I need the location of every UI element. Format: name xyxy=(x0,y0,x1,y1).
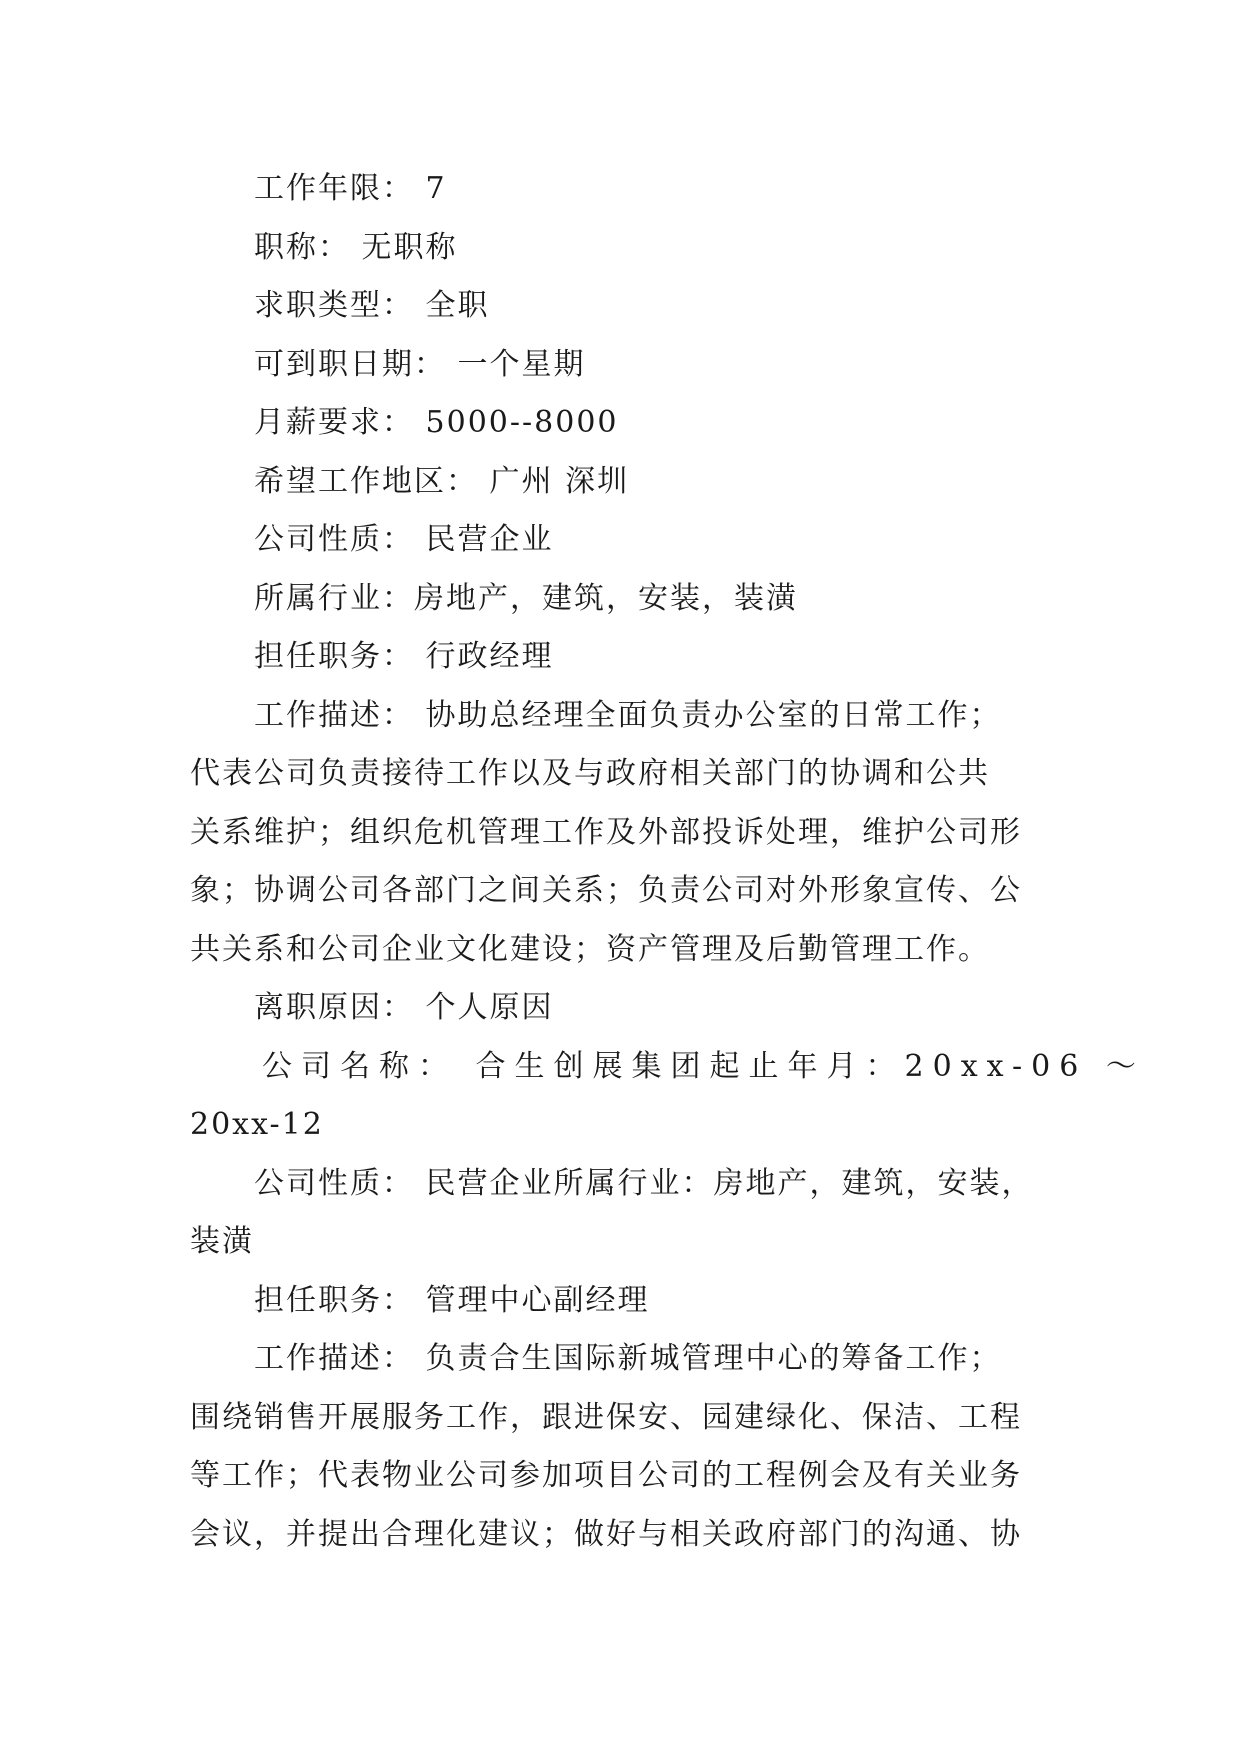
job-description-line: 关系维护；组织危机管理工作及外部投诉处理，维护公司形 xyxy=(190,814,1022,850)
title-line: 职称： 无职称 xyxy=(254,229,458,265)
job-description-line: 共关系和公司企业文化建设；资产管理及后勤管理工作。 xyxy=(190,931,990,967)
leaving-reason-line: 离职原因： 个人原因 xyxy=(254,990,554,1025)
document-body xyxy=(190,160,1145,1564)
position-line: 担任职务： 管理中心副经理 xyxy=(254,1282,650,1318)
company-name-line: 公司名称： 合生创展集团起止年月：20xx-06 ～ xyxy=(262,1048,1145,1084)
job-description-line: 等工作；代表物业公司参加项目公司的工程例会及有关业务 xyxy=(190,1458,1022,1493)
job-description-line: 代表公司负责接待工作以及与政府相关部门的协调和公共 xyxy=(190,756,990,791)
desired-location-line: 希望工作地区： 广州 深圳 xyxy=(254,463,630,499)
company-period-line: 20xx-12 xyxy=(190,1107,324,1142)
job-description-line: 会议，并提出合理化建议；做好与相关政府部门的沟通、协 xyxy=(190,1516,1022,1552)
job-description-line: 围绕销售开展服务工作，跟进保安、园建绿化、保洁、工程 xyxy=(190,1399,1022,1435)
job-description-line: 工作描述： 协助总经理全面负责办公室的日常工作； xyxy=(254,697,1002,733)
job-description-line: 象；协调公司各部门之间关系；负责公司对外形象宣传、公 xyxy=(190,873,1022,908)
salary-line: 月薪要求： 5000--8000 xyxy=(254,405,619,440)
job-type-line: 求职类型： 全职 xyxy=(254,288,490,323)
company-type-industry-line: 公司性质： 民营企业所属行业：房地产，建筑，安装， xyxy=(254,1165,1034,1201)
company-type-industry-line: 装潢 xyxy=(190,1224,254,1259)
company-type-line: 公司性质： 民营企业 xyxy=(254,522,554,557)
available-date-line: 可到职日期： 一个星期 xyxy=(254,346,586,382)
work-years-line: 工作年限： 7 xyxy=(254,171,447,206)
job-description-line: 工作描述： 负责合生国际新城管理中心的筹备工作； xyxy=(254,1341,1002,1376)
industry-line: 所属行业：房地产，建筑，安装，装潢 xyxy=(254,580,798,616)
position-line: 担任职务： 行政经理 xyxy=(254,639,554,674)
